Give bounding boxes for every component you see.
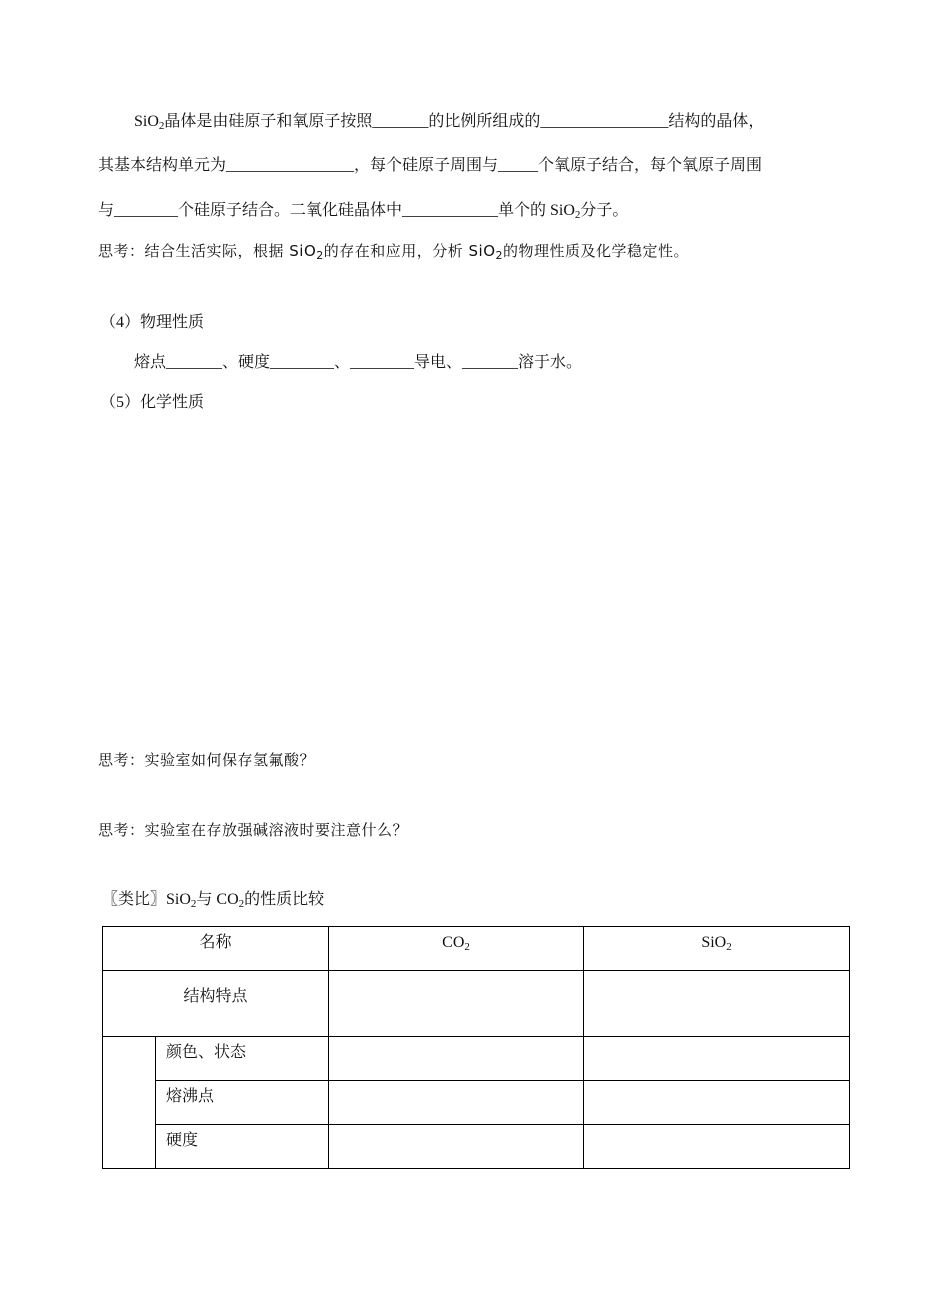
row-label-structure: 结构特点	[103, 971, 329, 1037]
para-line-1: SiO2晶体是由硅原子和氧原子按照_______的比例所组成的________________结构的晶体，	[134, 113, 765, 132]
cell-sio2-melting-boiling	[584, 1081, 850, 1125]
comparison-table	[102, 926, 850, 1169]
think-properties: 思考：结合生活实际，根据 SiO$_2$的存在和应用，分析 SiO$_2$的物理性质及化学稳定性。	[98, 242, 690, 262]
row-label-color-state: 颜色、状态	[156, 1037, 329, 1081]
cell-sio2-structure	[584, 971, 850, 1037]
analogy-title: 〖类比〗SiO2与 CO2的性质比较	[102, 891, 325, 910]
table-header-row	[103, 927, 850, 971]
cell-co2-hardness	[329, 1125, 584, 1169]
cell-co2-color-state	[329, 1037, 584, 1081]
header-name: 名称	[103, 927, 329, 971]
header-sio2: SiO2	[584, 927, 850, 971]
physical-group-cell	[103, 1037, 156, 1169]
para-line-3: 与________个硅原子结合。二氧化硅晶体中____________单个的 SiO2分子。	[98, 202, 629, 221]
cell-sio2-color-state	[584, 1037, 850, 1081]
cell-co2-structure	[329, 971, 584, 1037]
table-row	[103, 1081, 850, 1125]
cell-co2-melting-boiling	[329, 1081, 584, 1125]
row-label-melting-boiling: 熔沸点	[156, 1081, 329, 1125]
table-row	[103, 1037, 850, 1081]
think-alkali-storage: 思考：实验室在存放强碱溶液时要注意什么？	[98, 821, 409, 839]
section-4-fill: 熔点_______、硬度________、________导电、_______溶于水。	[134, 354, 583, 371]
table-row	[103, 1125, 850, 1169]
row-label-hardness: 硬度	[156, 1125, 329, 1169]
section-5-title: （5）化学性质	[100, 394, 205, 411]
table-row	[103, 971, 850, 1037]
para-line-2: 其基本结构单元为________________，每个硅原子周围与_____个氧原子结合，每个氧原子周围	[98, 157, 763, 174]
header-co2: CO2	[329, 927, 584, 971]
think-hf-storage: 思考：实验室如何保存氢氟酸？	[98, 751, 316, 769]
cell-sio2-hardness	[584, 1125, 850, 1169]
section-4-title: （4）物理性质	[100, 314, 205, 331]
